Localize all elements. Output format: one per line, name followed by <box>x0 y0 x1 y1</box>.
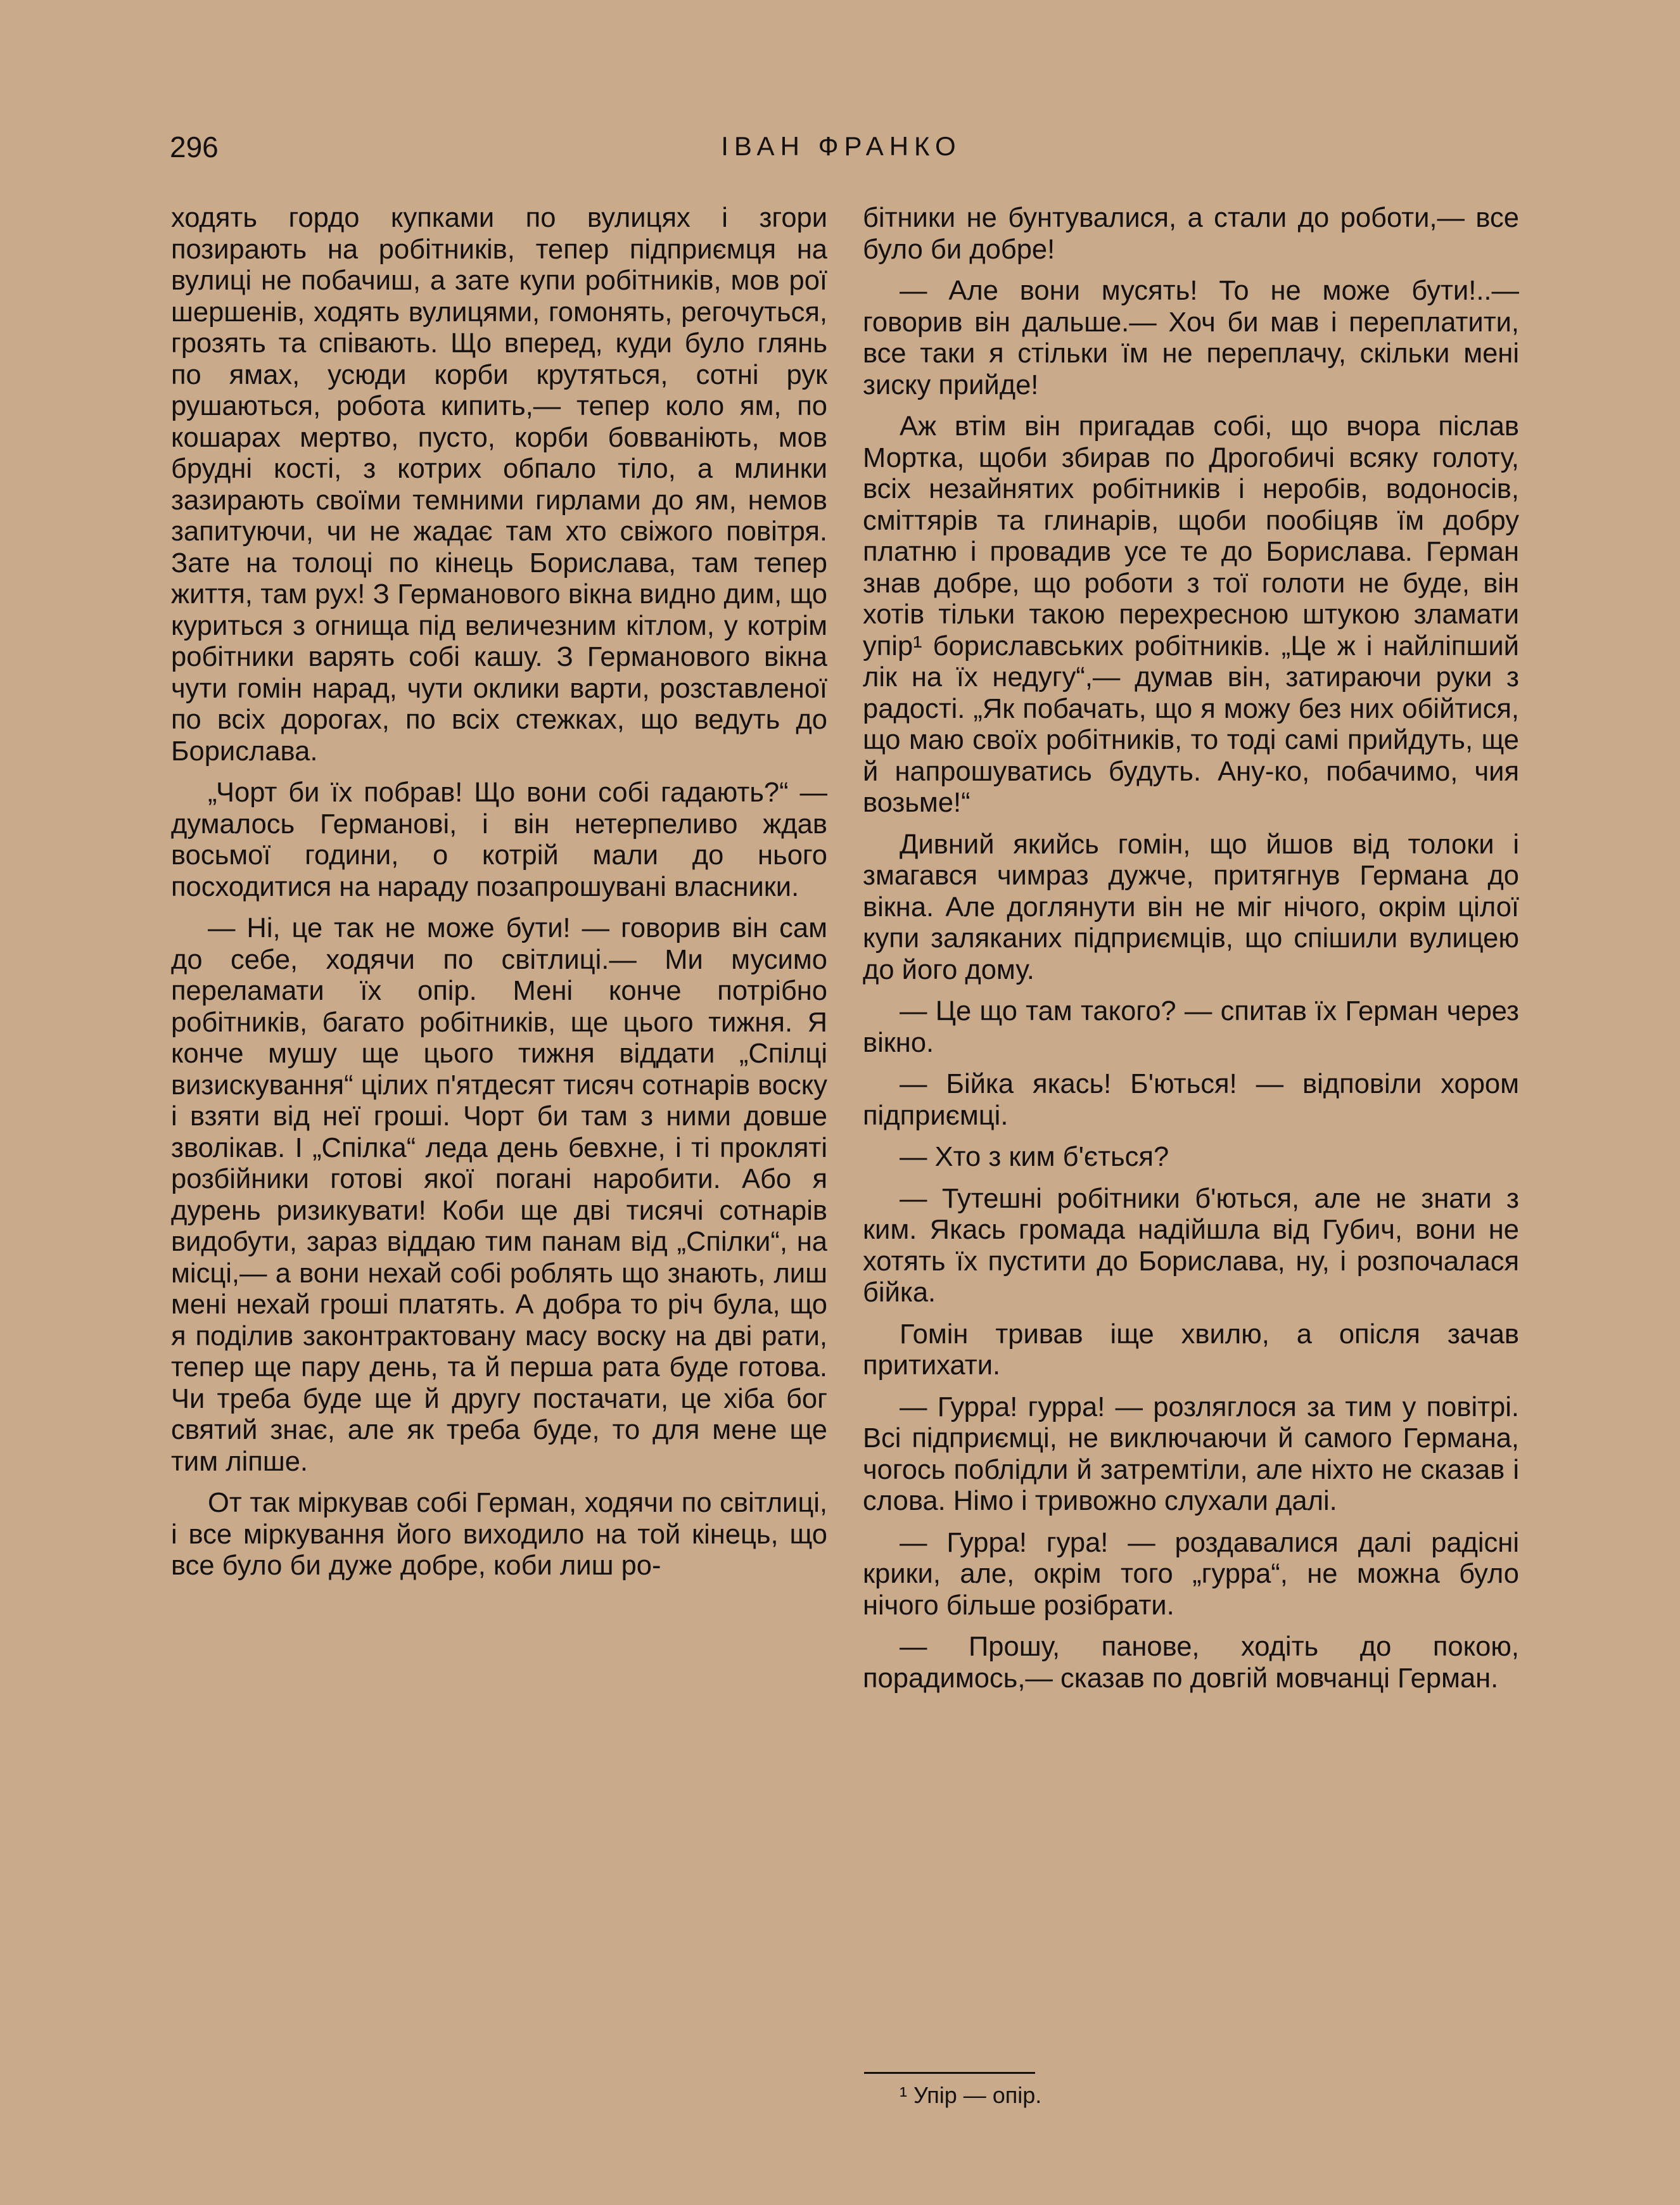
paragraph: — Ні, це так не може бути! — говорив він сам до себе, ходячи по світлиці.— Ми мусимо переламати їх опір. Мені конче потрібно робітників, багато робітників, ще цього тижня. Я конче мушу ще цього тижня віддати „Спілці визискування“ цілих п'ятдесят тисяч сотнарів воску і взяти від неї гроші. Чорт би там з ними довше зволікав. І „Спілка“ леда день бевхне, і ті прокляті розбійники готові якої погані наробити. Або я дурень ризикувати! Коби ще дві тисячі сотнарів видобути, зараз віддаю тим панам від „Спілки“, на місці,— а вони нехай собі роблять що знають, лиш мені нехай гроші платять. А добра то річ була, що я поділив законтрактовану масу воску на дві рати, тепер ще пару день, та й перша рата буде готова. Чи треба буде ще й другу постачати, це хіба бог святий знає, але як треба буде, то для мене ще тим ліпше. <box>171 913 827 1477</box>
page-number: 296 <box>170 131 219 163</box>
paragraph: — Прошу, панове, ходіть до покою, порадимось,— сказав по довгій мовчанці Герман. <box>863 1632 1519 1694</box>
footnote: ¹ Упір — опір. <box>900 2082 1042 2108</box>
paragraph: Аж втім він пригадав собі, що вчора післав Мортка, щоби збирав по Дрогобичі всяку голоту, всіх незайнятих робітників і неробів, водоносів, сміттярів та глинарів, щоби пообіцяв їм добру платню і провадив усе те до Борислава. Герман знав добре, що роботи з тої голоти не буде, він хотів тільки такою перехресною штукою зламати упір¹ бориславських робітників. „Це ж і найліпший лік на їх недугу“,— думав він, затираючи руки з радості. „Як побачать, що я можу без них обійтися, що маю своїх робітників, то тоді самі прийдуть, ще й напрошуватись будуть. Ану-ко, побачимо, чия возьме!“ <box>863 411 1519 818</box>
paragraph: От так міркував собі Герман, ходячи по світлиці, і все міркування його виходило на той кінець, що все було би дуже добре, коби лиш ро- <box>171 1488 827 1581</box>
paragraph: — Гурра! гура! — роздавалися далі радісні крики, але, окрім того „гурра“, не можна було нічого більше розібрати. <box>863 1527 1519 1621</box>
paragraph: — Гурра! гурра! — розляглося за тим у повітрі. Всі підприємці, не виключаючи й самого Германа, чогось поблідли й затремтіли, але ніхто не сказав і слова. Німо і тривожно слухали далі. <box>863 1391 1519 1516</box>
running-head: ІВАН ФРАНКО <box>721 131 962 161</box>
paragraph: — Але вони мусять! То не може бути!..— говорив він дальше.— Хоч би мав і переплатити, все таки я стільки їм не переплачу, скільки мені зиску прийде! <box>863 276 1519 400</box>
paragraph: Гомін тривав іще хвилю, а опісля зачав притихати. <box>863 1319 1519 1381</box>
footnote-divider <box>864 2072 1035 2074</box>
paragraph: — Тутешні робітники б'ються, але не знати з ким. Якась громада надійшла від Губич, вони не хотять їх пустити до Борислава, ну, і розпочалася бійка. <box>863 1183 1519 1308</box>
paragraph: бітники не бунтувалися, а стали до роботи,— все було би добре! <box>863 203 1519 265</box>
paragraph: Дивний якийсь гомін, що йшов від толоки і змагався чимраз дужче, притягнув Германа до вікна. Але доглянути він не міг нічого, окрім цілої купи заляканих підприємців, що спішили вулицею до його дому. <box>863 829 1519 985</box>
paragraph: „Чорт би їх побрав! Що вони собі гадають?“ — думалось Германові, і він нетерпеливо ждав восьмої години, о котрій мали до нього посходитися на нараду позапрошувані власники. <box>171 777 827 902</box>
page-header <box>170 130 1513 174</box>
right-column <box>863 203 1519 1704</box>
paragraph: — Це що там такого? — спитав їх Герман через вікно. <box>863 996 1519 1058</box>
footnote-area <box>863 2072 1519 2109</box>
paragraph: — Хто з ким б'ється? <box>900 1142 1169 1172</box>
paragraph: — Бійка якась! Б'ються! — відповіли хором підприємці. <box>863 1069 1519 1131</box>
paragraph: ходять гордо купками по вулицях і згори позирають на робітників, тепер підприємця на вулиці не побачиш, а зате купи робітників, мов рої шершенів, ходять вулицями, гомонять, регочуться, грозять та співають. Що вперед, куди було глянь по ямах, усюди корби крутяться, сотні рук рушаються, робота кипить,— тепер коло ям, по кошарах мертво, пусто, корби бовванiють, мов брудні кості, з котрих обпало тіло, а млинки зазирають своїми темними гирлами до ям, немов запитуючи, чи не жадає там хто свіжого повітря. Зате на толоці по кінець Борислава, там тепер життя, там рух! З Германового вікна видно дим, що куриться з огнища під величезним кітлом, у котрім робітники варять собі кашу. З Германового вікна чути гомін нарад, чути оклики варти, розставленої по всіх дорогах, по всіх стежках, що ведуть до Борислава. <box>171 203 827 767</box>
left-column <box>171 203 827 1592</box>
